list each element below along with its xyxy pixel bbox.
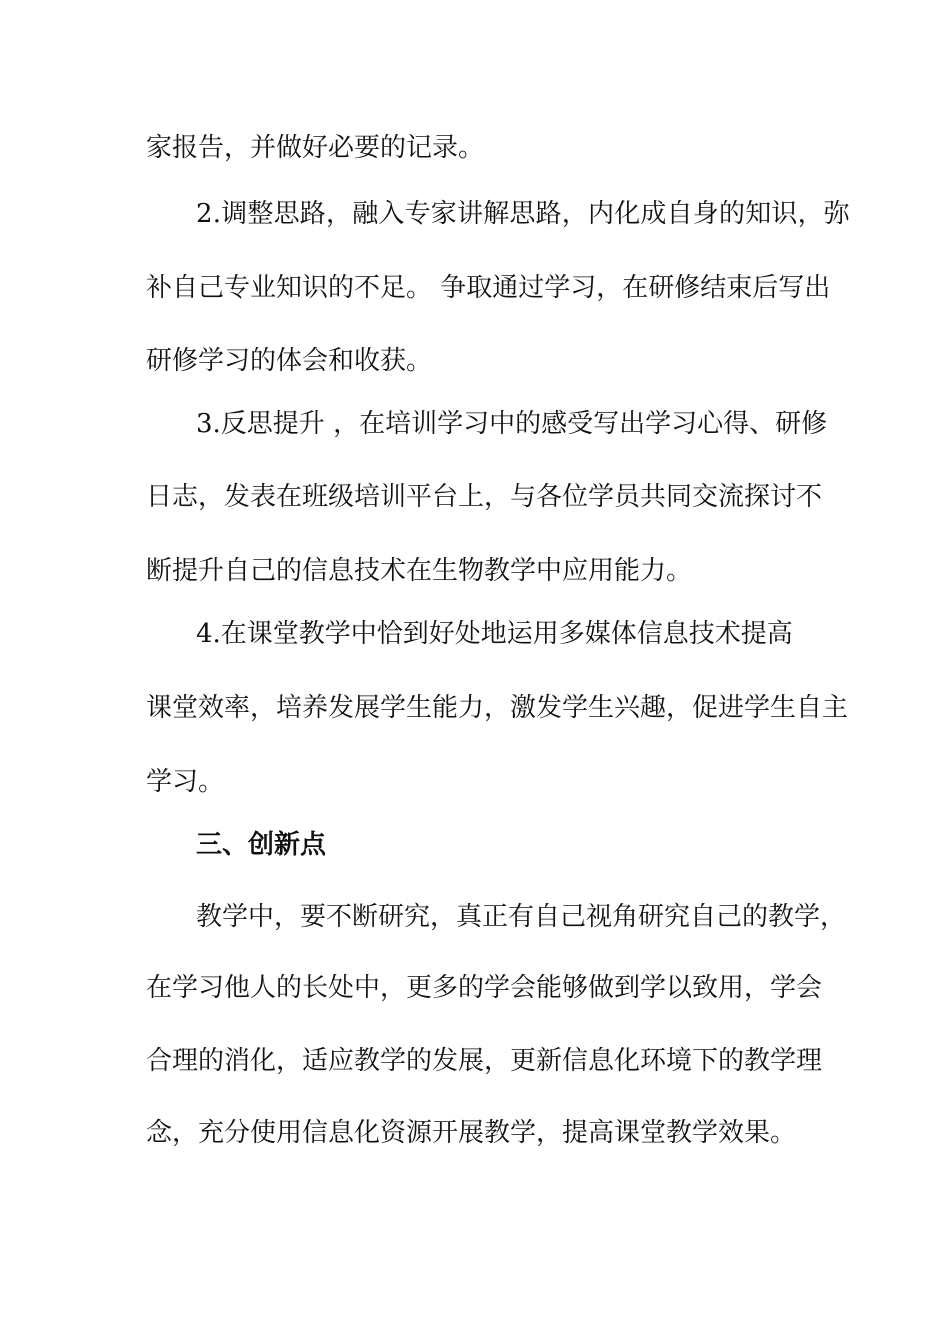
paragraph-line: 在学习他人的长处中，更多的学会能够做到学以致用，学会 <box>146 973 823 1003</box>
paragraph-line: 研修学习的体会和收获。 <box>146 346 433 376</box>
section-heading: 三、创新点 <box>196 830 327 860</box>
paragraph-line: 教学中，要不断研究，真正有自己视角研究自己的教学， <box>196 902 847 932</box>
paragraph-line: 2.调整思路，融入专家讲解思路，内化成自身的知识，弥 <box>196 199 851 229</box>
paragraph-line: 日志，发表在班级培训平台上，与各位学员共同交流探讨不 <box>146 482 823 512</box>
paragraph-line: 学习。 <box>146 767 225 797</box>
paragraph-line: 3.反思提升 ，在培训学习中的感受写出学习心得、研修 <box>196 409 828 439</box>
paragraph-line: 家报告，并做好必要的记录。 <box>146 133 485 163</box>
paragraph-line: 念，充分使用信息化资源开展教学，提高课堂教学效果。 <box>146 1118 797 1148</box>
paragraph-line: 断提升自己的信息技术在生物教学中应用能力。 <box>146 556 693 586</box>
paragraph-line: 补自己专业知识的不足。 争取通过学习，在研修结束后写出 <box>146 273 831 303</box>
paragraph-line: 合理的消化，适应教学的发展，更新信息化环境下的教学理 <box>146 1046 823 1076</box>
paragraph-line: 课堂效率，培养发展学生能力，激发学生兴趣，促进学生自主 <box>146 693 849 723</box>
paragraph-line: 4.在课堂教学中恰到好处地运用多媒体信息技术提高 <box>196 619 793 649</box>
